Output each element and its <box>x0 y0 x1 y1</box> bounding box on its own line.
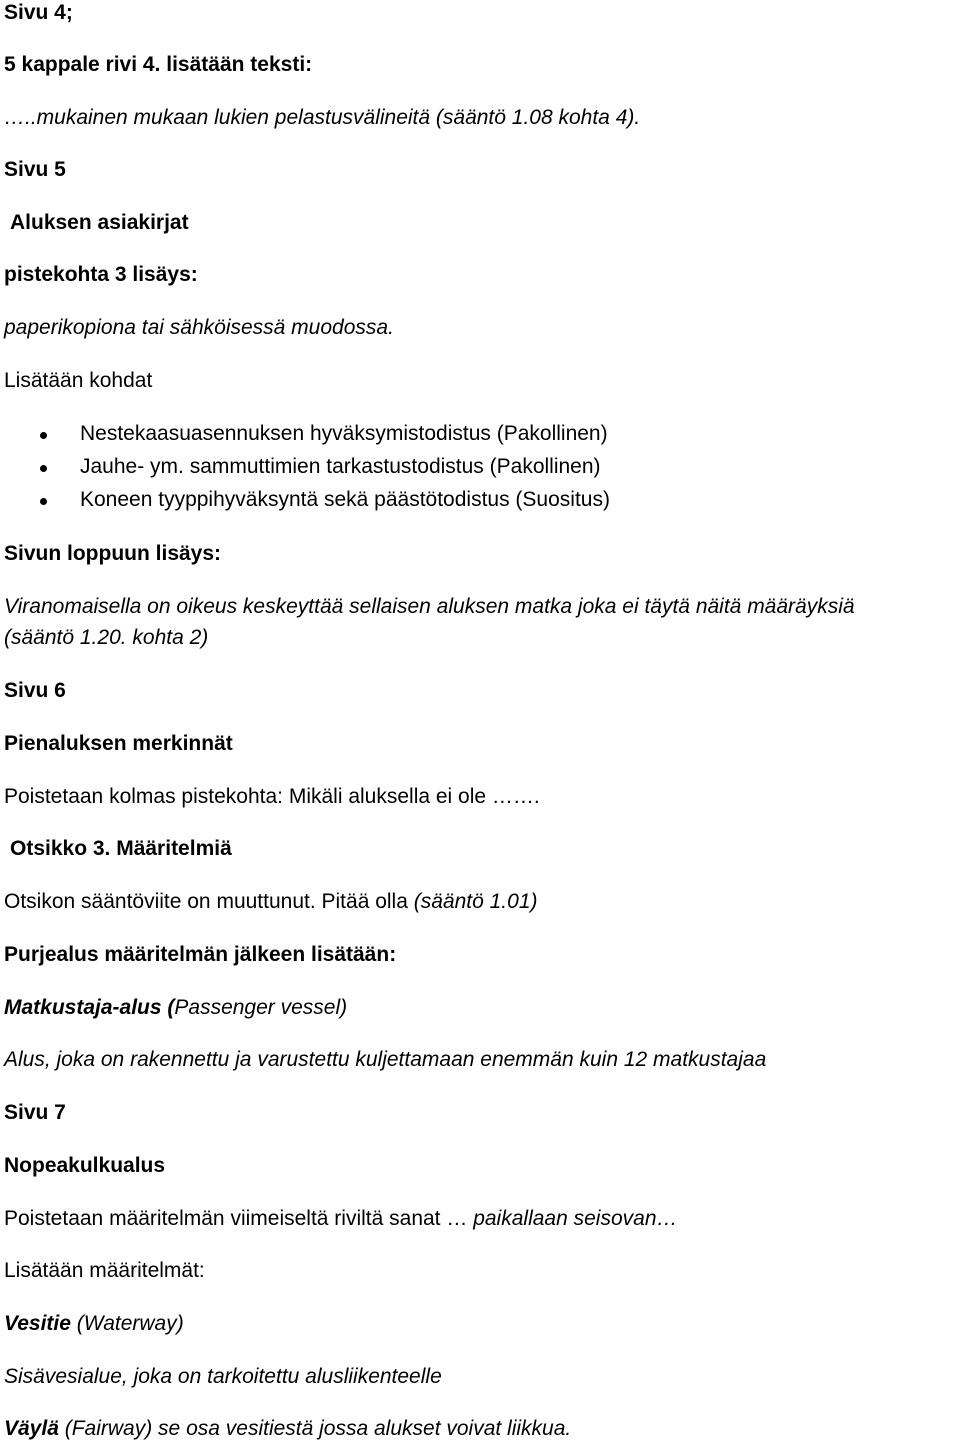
text-otsikon-saantoviite <box>4 889 538 914</box>
text-lisataan-maaritelmat: Lisätään määritelmät: <box>4 1259 205 1282</box>
definition-vayla <box>4 1416 571 1441</box>
heading-nopeakulkualus: Nopeakulkualus <box>4 1154 166 1177</box>
bullet-icon <box>40 498 47 505</box>
list-item-text: Koneen tyyppihyväksyntä sekä päästötodistus (Suositus) <box>80 488 610 511</box>
heading-kappale: 5 kappale rivi 4. lisätään teksti: <box>4 53 313 76</box>
bullet-icon <box>40 432 47 439</box>
text-mukainen: …..mukainen mukaan lukien pelastusvälineitä (sääntö 1.08 kohta 4). <box>4 106 641 129</box>
term-vesitie: Vesitie <box>4 1312 71 1335</box>
term-matkustaja-alus: Matkustaja-alus ( <box>4 996 175 1019</box>
definition-matkustaja-alus <box>4 995 347 1020</box>
text-poistetaan-italic: paikallaan seisovan… <box>473 1207 678 1230</box>
heading-sivu-7: Sivu 7 <box>4 1101 66 1124</box>
heading-pistekohta: pistekohta 3 lisäys: <box>4 263 198 286</box>
heading-pienaluksen-merkinnat: Pienaluksen merkinnät <box>4 732 233 755</box>
text-lisataan-kohdat: Lisätään kohdat <box>4 369 153 392</box>
text-viranomaisella-line2: (sääntö 1.20. kohta 2) <box>4 626 209 649</box>
definition-vesitie <box>4 1311 184 1336</box>
heading-sivu-5: Sivu 5 <box>4 158 66 181</box>
bullet-icon <box>40 465 47 472</box>
list-item-text: Jauhe- ym. sammuttimien tarkastustodistus (Pakollinen) <box>80 455 601 478</box>
heading-aluksen-asiakirjat: Aluksen asiakirjat <box>10 211 189 234</box>
heading-sivun-loppuun: Sivun loppuun lisäys: <box>4 542 222 565</box>
text-poistetaan-plain: Poistetaan määritelmän viimeiseltä riviltä sanat … <box>4 1207 474 1230</box>
term-passenger-vessel: Passenger vessel) <box>174 996 348 1019</box>
text-paperikopiona: paperikopiona tai sähköisessä muodossa. <box>4 316 394 339</box>
text-otsikon-plain: Otsikon sääntöviite on muuttunut. Pitää olla <box>4 890 414 913</box>
term-fairway: (Fairway) se osa vesitiestä jossa alukset voivat liikkua. <box>58 1417 572 1440</box>
text-viranomaisella-line1: Viranomaisella on oikeus keskeyttää sellaisen aluksen matka joka ei täytä näitä määräyksiä <box>4 595 855 618</box>
text-poistetaan-kolmas: Poistetaan kolmas pistekohta: Mikäli aluksella ei ole ……. <box>4 785 540 808</box>
text-sisavesialue: Sisävesialue, joka on tarkoitettu alusliikenteelle <box>4 1365 442 1388</box>
list-item-text: Nestekaasuasennuksen hyväksymistodistus (Pakollinen) <box>80 422 608 445</box>
heading-sivu-6: Sivu 6 <box>4 679 66 702</box>
text-otsikon-reference: (sääntö 1.01) <box>413 890 538 913</box>
heading-sivu-4: Sivu 4; <box>4 1 73 24</box>
heading-otsikko-3: Otsikko 3. Määritelmiä <box>10 837 232 860</box>
text-poistetaan-sanat <box>4 1206 678 1231</box>
heading-purjealus: Purjealus määritelmän jälkeen lisätään: <box>4 943 397 966</box>
term-waterway: (Waterway) <box>70 1312 184 1335</box>
text-alus-definition: Alus, joka on rakennettu ja varustettu kuljettamaan enemmän kuin 12 matkustajaa <box>4 1048 767 1071</box>
term-vayla: Väylä <box>4 1417 59 1440</box>
